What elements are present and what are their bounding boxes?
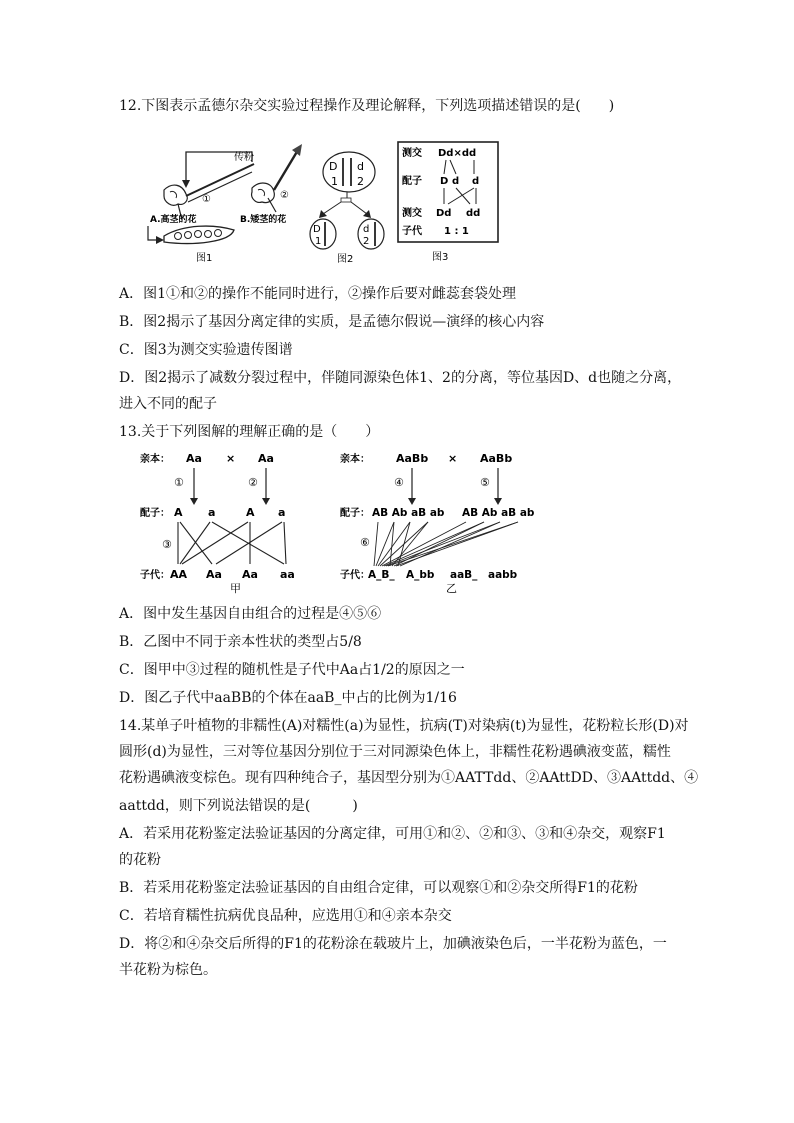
q14-option-a: A．若采用花粉鉴定法验证基因的分离定律，可用①和②、②和③、③和④杂交，观察F1 (119, 826, 666, 842)
q14-stem-line-4: aattdd，则下列说法错误的是( ) (119, 798, 358, 814)
yi-gametes-right: AB Ab aB ab (462, 507, 535, 519)
cell-right-gene: d (363, 224, 370, 235)
q12-stem: 12.下图表示孟德尔杂交实验过程操作及理论解释，下列选项描述错误的是( ) (119, 98, 615, 114)
offspring-dd-1: Dd (436, 208, 452, 219)
offspring-dd-2: dd (466, 208, 481, 219)
jia-step-2: ② (248, 476, 258, 489)
jia-gamete-3: A (246, 506, 255, 519)
jia-gamete-label: 配子： (140, 508, 170, 519)
jia-gamete-4: a (278, 506, 286, 519)
jia-name: 甲 (230, 582, 241, 595)
jia-gamete-1: A (174, 506, 183, 519)
q13-option-b: B．乙图中不同于亲本性状的类型占5/8 (119, 634, 362, 650)
chrom-top-right-gene: d (357, 160, 364, 173)
jia-offspring-4: aa (280, 568, 295, 581)
tall-flower-icon (164, 164, 254, 220)
yi-step-4: ④ (394, 476, 404, 489)
jia-parent-1: Aa (186, 452, 202, 465)
yi-parent-1: AaBb (396, 452, 429, 465)
yi-step-6: ⑥ (360, 536, 370, 549)
q12-option-a: A．图1①和②的操作不能同时进行，②操作后要对雌蕊套袋处理 (119, 286, 517, 302)
yi-gamete-label: 配子： (340, 508, 370, 519)
q14-option-d: D．将②和④杂交后所得的F1的花粉涂在载玻片上，加碘液染色后，一半花粉为蓝色，一 (119, 936, 667, 952)
jia-gamete-2: a (208, 506, 216, 519)
jia-parent-label: 亲本： (140, 454, 170, 465)
jia-offspring-3: Aa (242, 568, 258, 581)
figure-1 (134, 140, 304, 265)
pea-pod-icon (164, 226, 234, 243)
q14-option-c: C．若培育糯性抗病优良品种，应选用①和④亲本杂交 (119, 908, 452, 924)
yi-offspring-1: A_B_ (368, 569, 395, 581)
gamete-3: d (472, 176, 480, 187)
q12-option-d: D．图2揭示了减数分裂过程中，伴随同源染色体1、2的分离，等位基因D、d也随之分离， (119, 370, 682, 386)
pollination-label: 传粉 (234, 152, 254, 163)
gamete-1: D (440, 176, 449, 187)
q13-option-d: D．图乙子代中aaBB的个体在aaB_中占的比例为1/16 (119, 690, 457, 706)
step-2-label: ② (280, 190, 289, 201)
yi-name: 乙 (446, 582, 457, 595)
jia-offspring-2: Aa (206, 568, 222, 581)
yi-offspring-label: 子代： (340, 570, 370, 581)
short-flower-icon (252, 144, 302, 212)
q14-stem-line-2: 圆形(d)为显性，三对等位基因分别位于三对同源染色体上，非糯性花粉遇碘液变蓝，糯性 (119, 744, 671, 760)
jia-cross: × (226, 452, 236, 465)
short-flower-label: B.矮茎的花 (240, 215, 287, 225)
jia-offspring-1: AA (170, 568, 188, 581)
q14-stem-line-1: 14.某单子叶植物的非糯性(A)对糯性(a)为显性，抗病(T)对染病(t)为显性，花粉粒长形(D)对 (119, 718, 689, 734)
q12-option-d-cont: 进入不同的配子 (119, 396, 217, 412)
jia-step-1: ① (174, 476, 184, 489)
yi-cross: × (448, 452, 458, 465)
jia-step-3: ③ (162, 538, 172, 551)
yi-cross-arrows (374, 522, 518, 566)
yi-parent-2: AaBb (480, 452, 513, 465)
chrom-num-2: 2 (357, 175, 364, 188)
chrom-top-left-gene: D (329, 160, 338, 173)
q14-stem-line-3: 花粉遇碘液变棕色。现有四种纯合子，基因型分别为①AATTdd、②AAttDD、③AAttdd、④ (119, 770, 699, 786)
q12-option-b: B．图2揭示了基因分离定律的实质，是孟德尔假说—演绎的核心内容 (119, 314, 545, 330)
q13-option-c: C．图甲中③过程的随机性是子代中Aa占1/2的原因之一 (119, 662, 465, 678)
q12-option-c: C．图3为测交实验遗传图谱 (119, 342, 293, 358)
q13-stem: 13.关于下列图解的理解正确的是（ ） (119, 424, 380, 440)
yi-offspring-3: aaB_ (450, 569, 478, 581)
figure-3 (394, 138, 504, 266)
yi-offspring-4: aabb (488, 569, 518, 581)
step-1-label: ① (202, 194, 211, 205)
figure-1-caption: 图1 (196, 253, 213, 264)
q14-option-d-cont: 半花粉为棕色。 (119, 962, 217, 978)
cell-left-num: 1 (315, 236, 322, 247)
testcross-parents: Dd×dd (438, 148, 477, 159)
yi-parent-label: 亲本： (340, 454, 370, 465)
figure-3-caption: 图3 (432, 252, 449, 263)
jia-cross-arrows (178, 522, 286, 564)
jia-offspring-label: 子代： (140, 570, 170, 581)
yi-offspring-2: A_bb (406, 569, 435, 581)
q14-option-a-cont: 的花粉 (119, 852, 161, 868)
cell-right-num: 2 (363, 236, 370, 247)
q14-option-b: B．若采用花粉鉴定法验证基因的自由组合定律，可以观察①和②杂交所得F1的花粉 (119, 880, 638, 896)
chrom-num-1: 1 (331, 175, 338, 188)
jia-parent-2: Aa (258, 452, 274, 465)
offspring-label-2: 子代 (402, 226, 422, 237)
cell-left-gene: D (313, 224, 321, 235)
figure-2-caption: 图2 (337, 254, 354, 265)
offspring-label-1: 测交 (402, 208, 422, 219)
offspring-ratio: 1 : 1 (444, 226, 469, 237)
diagram-jia (138, 448, 328, 596)
tall-flower-label: A.高茎的花 (150, 215, 197, 225)
q13-option-a: A．图中发生基因自由组合的过程是④⑤⑥ (119, 606, 382, 622)
diagram-yi (338, 448, 558, 596)
testcross-label: 测交 (402, 148, 422, 159)
gamete-label: 配子 (402, 176, 422, 187)
gamete-2: d (452, 176, 460, 187)
figure-2 (305, 150, 395, 265)
yi-gametes-left: AB Ab aB ab (372, 507, 445, 519)
yi-step-5: ⑤ (480, 476, 490, 489)
